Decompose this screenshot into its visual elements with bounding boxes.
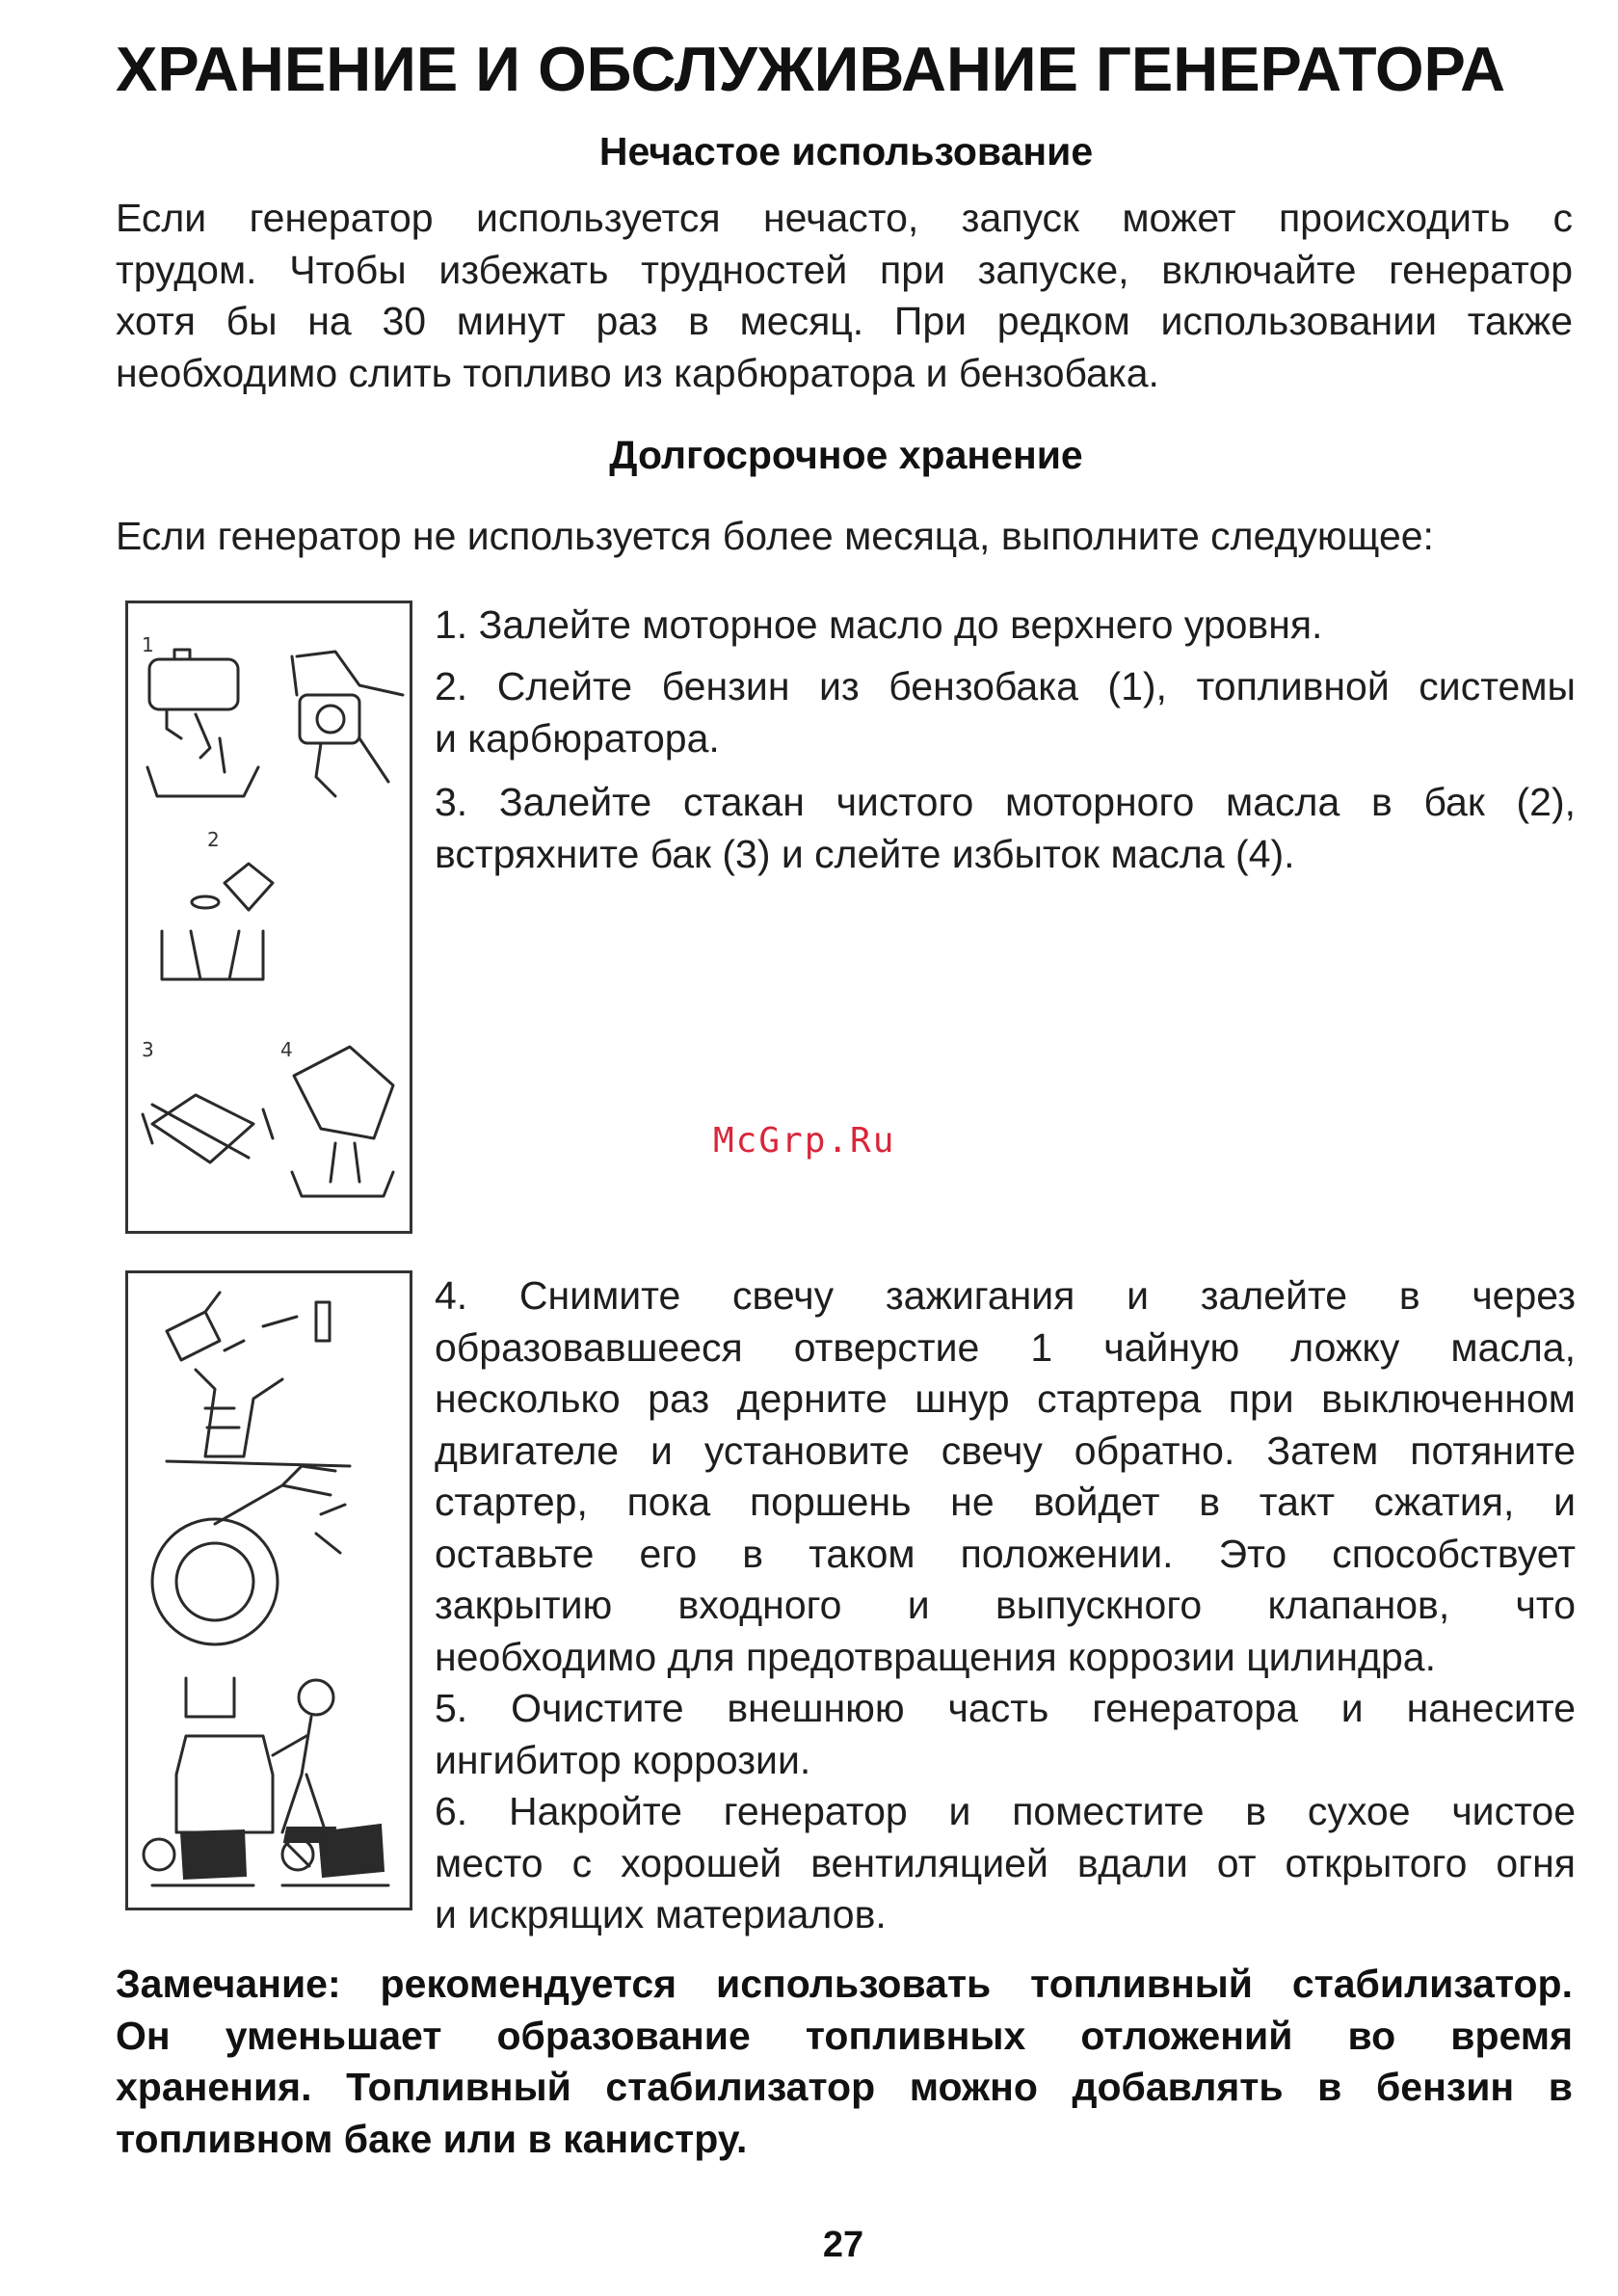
text-line: несколько раз дерните шнур стартера при выключенном (435, 1376, 1576, 1421)
step-1 (435, 600, 1322, 652)
text-line: 2. Слейте бензин из бензобака (1), топливной системы (435, 664, 1576, 708)
heading-long-term-storage: Долгосрочное хранение (609, 433, 1083, 477)
text-line: Он уменьшает образование топливных отложений во время (116, 2013, 1573, 2058)
figure-label-2: 2 (207, 828, 220, 851)
text-line: встряхните бак (3) и слейте избыток масла (4). (435, 831, 1295, 876)
text-line: ингибитор коррозии. (435, 1737, 811, 1782)
spark-plug-drawing (128, 1273, 410, 1908)
text-line: место с хорошей вентиляцией вдали от открытого огня (435, 1840, 1576, 1885)
heading-infrequent-use: Нечастое использование (598, 129, 1094, 174)
step-6 (435, 1786, 1576, 1941)
text-line: закрытию входного и выпускного клапанов, что (435, 1583, 1576, 1627)
text-line: и карбюратора. (435, 715, 720, 761)
text-line: Замечание: рекомендуется использовать топливный стабилизатор. (116, 1962, 1573, 2006)
text-line: оставьте его в таком положении. Это способствует (435, 1531, 1576, 1576)
paragraph-infrequent-use (116, 193, 1573, 399)
figure-label-3: 3 (142, 1038, 154, 1061)
fuel-drain-drawing (128, 603, 410, 1231)
text-line: 6. Накройте генератор и поместите в сухое чистое (435, 1789, 1576, 1833)
text-line: Если генератор используется нечасто, запуск может происходить с (116, 196, 1573, 240)
step-3 (435, 777, 1576, 880)
figure-spark-plug-illustration (125, 1270, 412, 1910)
figure-fuel-drain-illustration (125, 601, 412, 1234)
text-line: двигателе и установите свечу обратно. Затем потяните (435, 1428, 1576, 1473)
text-line: необходимо слить топливо из карбюратора и бензобака. (116, 350, 1159, 395)
note-fuel-stabilizer (116, 1959, 1573, 2165)
figure-label-4: 4 (280, 1038, 293, 1061)
text-line: трудом. Чтобы избежать трудностей при запуске, включайте генератор (116, 247, 1573, 292)
text-line: 4. Снимите свечу зажигания и залейте в через (435, 1273, 1576, 1318)
text-line: хранения. Топливный стабилизатор можно добавлять в бензин в (116, 2065, 1573, 2109)
text-line: 1. Залейте моторное масло до верхнего уровня. (435, 602, 1323, 647)
step-5 (435, 1683, 1576, 1786)
step-4 (435, 1270, 1576, 1683)
text-line: 3. Залейте стакан чистого моторного масла в бак (2), (435, 780, 1576, 824)
intro-long-term-storage: Если генератор не используется более месяца, выполните следующее: (116, 514, 1434, 558)
page-number: 27 (822, 2225, 864, 2265)
text-line: необходимо для предотвращения коррозии цилиндра. (435, 1634, 1436, 1679)
text-line: хотя бы на 30 минут раз в месяц. При редком использовании также (116, 299, 1573, 343)
text-line: и искрящих материалов. (435, 1892, 887, 1936)
figure-label-1: 1 (142, 633, 154, 656)
step-2 (435, 661, 1576, 764)
watermark: McGrp.Ru (713, 1121, 896, 1161)
text-line: топливном баке или в канистру. (116, 2116, 748, 2161)
page-title: ХРАНЕНИЕ И ОБСЛУЖИВАНИЕ ГЕНЕРАТОРА (116, 34, 1506, 104)
text-line: образовавшееся отверстие 1 чайную ложку масла, (435, 1324, 1576, 1370)
text-line: стартер, пока поршень не войдет в такт сжатия, и (435, 1480, 1576, 1524)
text-line: 5. Очистите внешнюю часть генератора и нанесите (435, 1686, 1576, 1730)
